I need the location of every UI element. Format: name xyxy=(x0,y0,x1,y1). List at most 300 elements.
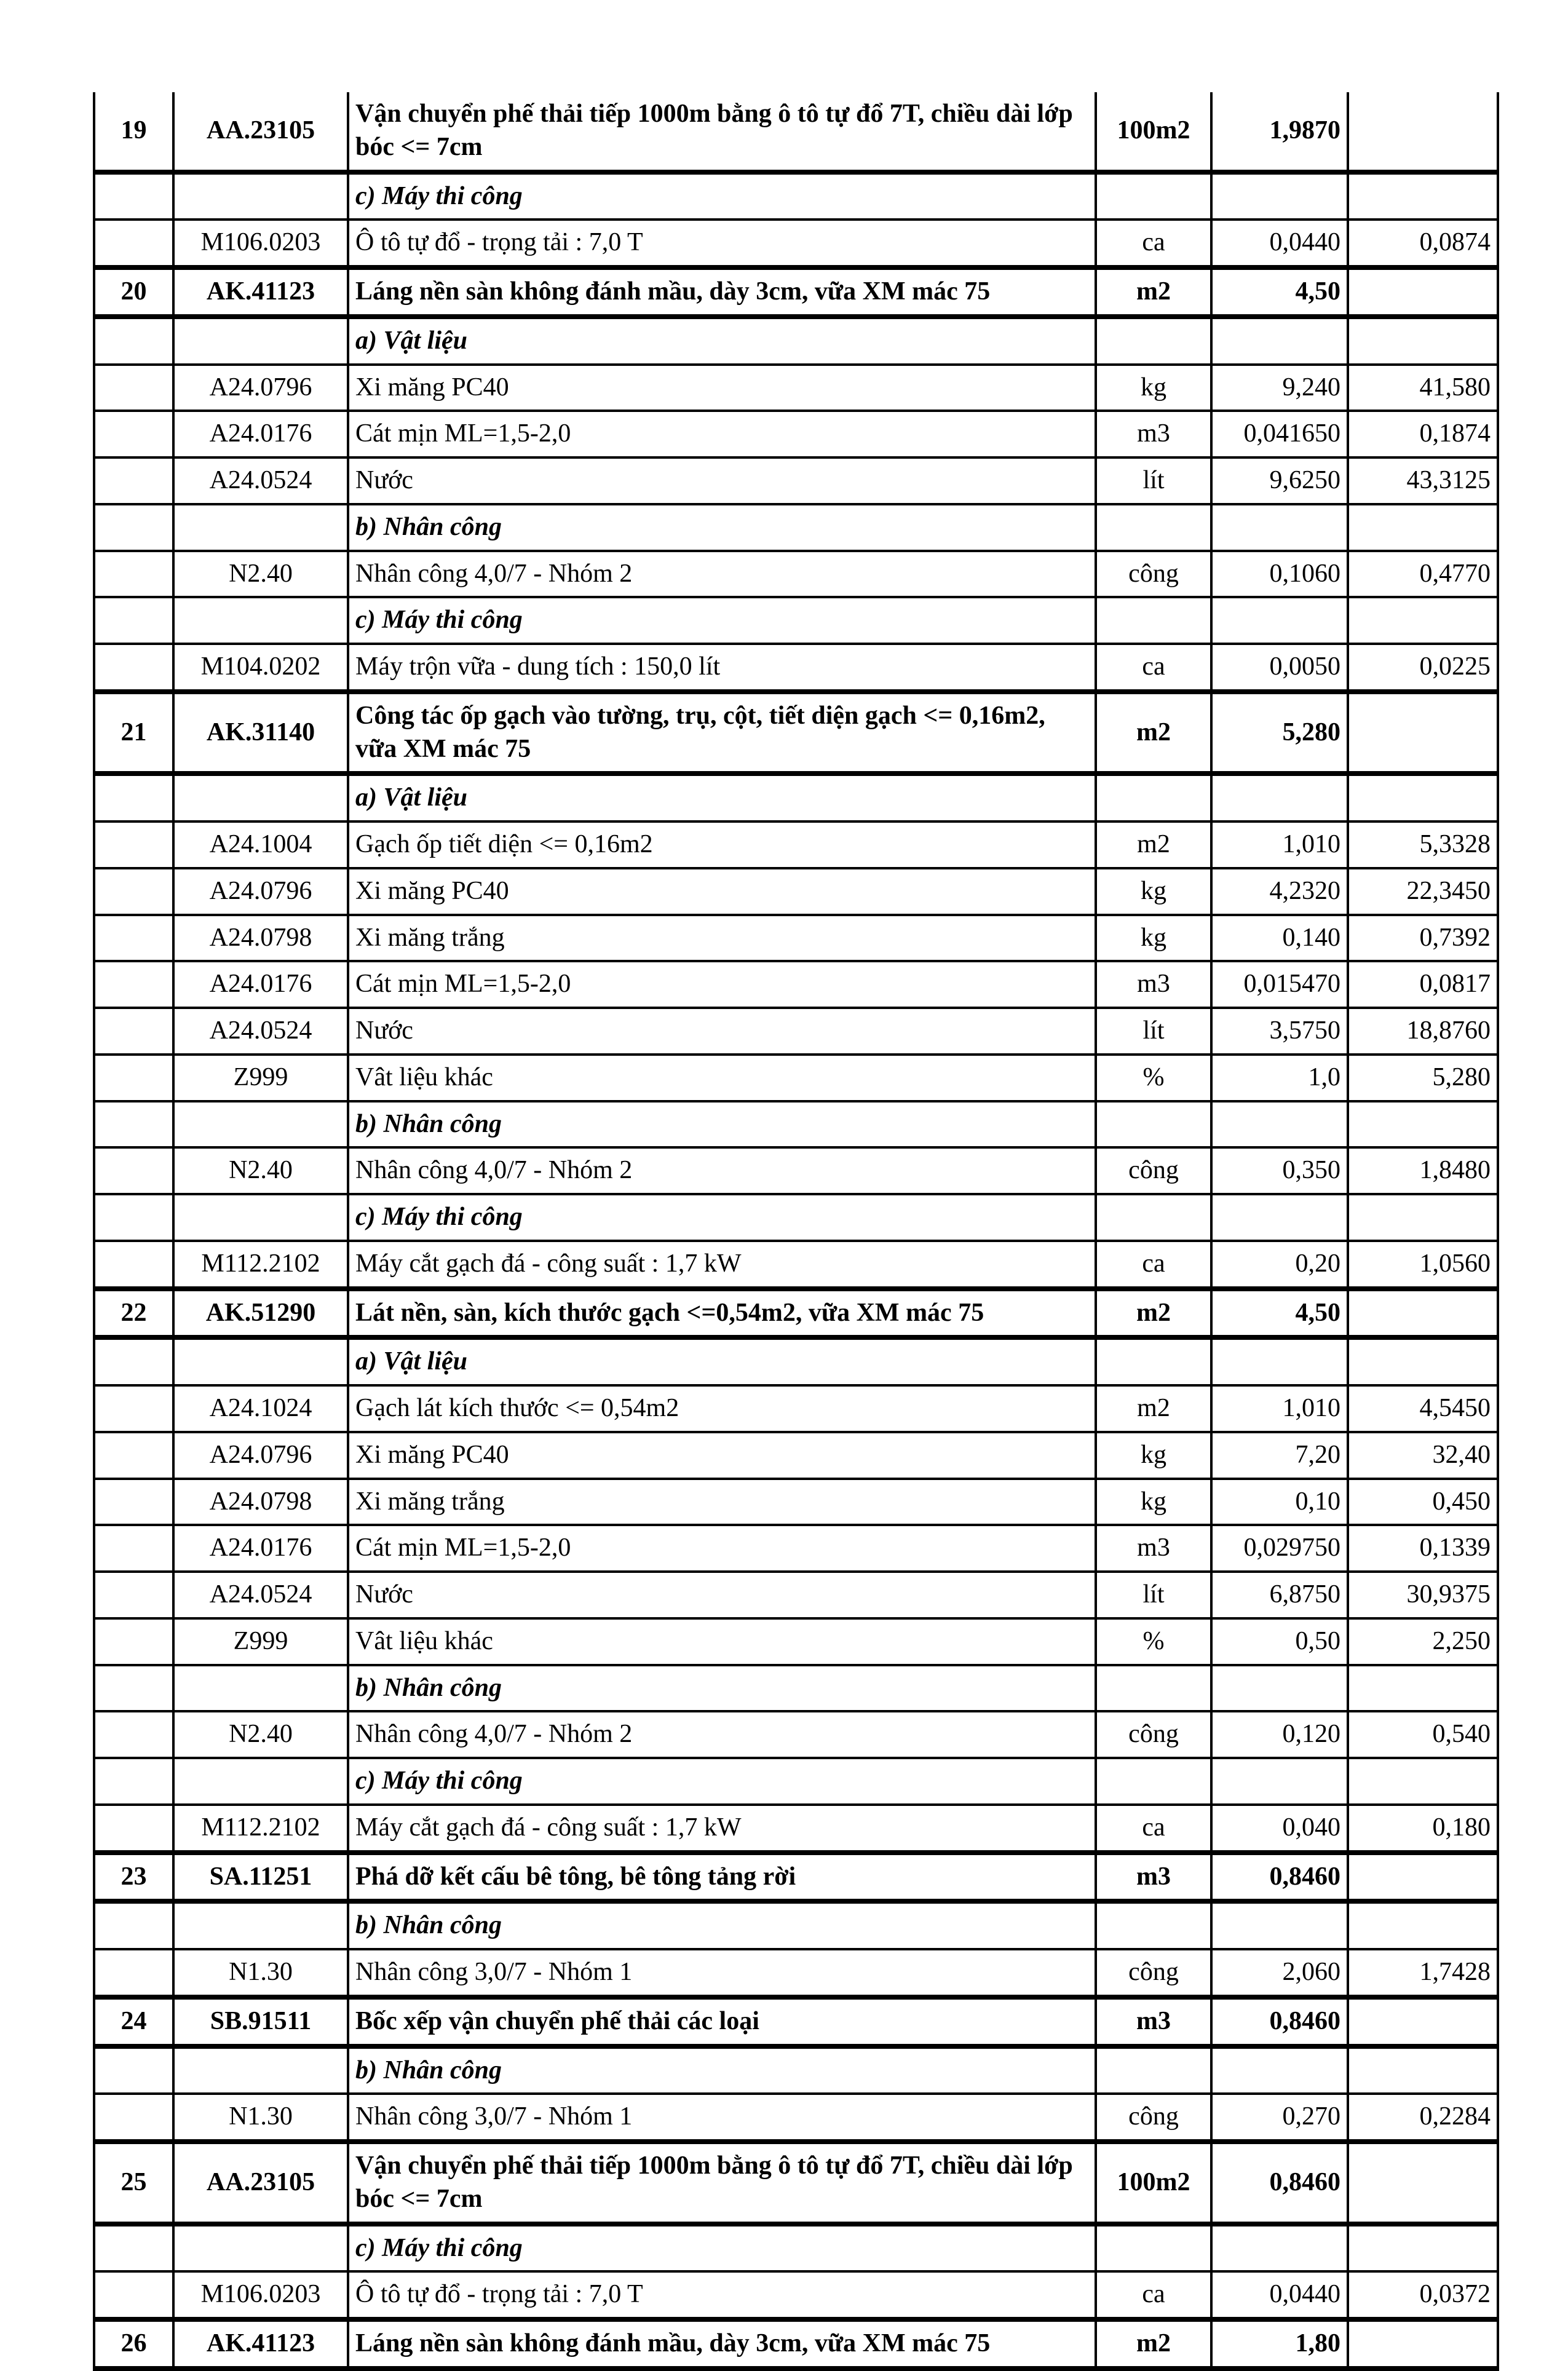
cell-desc: c) Máy thi công xyxy=(348,597,1096,644)
cell-desc: c) Máy thi công xyxy=(348,1758,1096,1805)
cell-unit: công xyxy=(1096,1711,1211,1758)
cell-stt xyxy=(94,2094,173,2142)
component-row xyxy=(94,365,1498,411)
component-row xyxy=(94,1805,1498,1853)
cell-desc: Máy trộn vữa - dung tích : 150,0 lít xyxy=(348,644,1096,692)
cell-desc: Cát mịn ML=1,5-2,0 xyxy=(348,961,1096,1008)
cell-stt xyxy=(94,2046,173,2094)
cell-unit: kg xyxy=(1096,1432,1211,1479)
cell-code: M112.2102 xyxy=(173,1241,348,1289)
cell-code: Z999 xyxy=(173,1618,348,1665)
cell-unit: ca xyxy=(1096,220,1211,267)
cell-amount xyxy=(1348,2319,1498,2369)
cell-qty: 3,5750 xyxy=(1211,1008,1348,1055)
cell-stt: 25 xyxy=(94,2142,173,2224)
cell-stt xyxy=(94,1525,173,1572)
cell-stt xyxy=(94,457,173,504)
cell-unit: m2 xyxy=(1096,267,1211,317)
cell-desc: Nước xyxy=(348,1572,1096,1618)
cell-unit: m3 xyxy=(1096,411,1211,457)
cell-unit: kg xyxy=(1096,915,1211,962)
component-row xyxy=(94,1432,1498,1479)
cell-unit xyxy=(1096,2224,1211,2272)
cell-stt xyxy=(94,1805,173,1853)
section-header-row xyxy=(94,1101,1498,1148)
cell-stt xyxy=(94,1008,173,1055)
component-row xyxy=(94,1147,1498,1194)
cell-stt xyxy=(94,172,173,220)
section-header-row xyxy=(94,1337,1498,1385)
cell-amount: 0,0225 xyxy=(1348,644,1498,692)
section-header-row xyxy=(94,1665,1498,1712)
cell-unit xyxy=(1096,1758,1211,1805)
cell-stt: 23 xyxy=(94,1853,173,1902)
component-row xyxy=(94,1711,1498,1758)
cell-unit xyxy=(1096,172,1211,220)
cell-amount: 43,3125 xyxy=(1348,457,1498,504)
cell-qty: 0,20 xyxy=(1211,1241,1348,1289)
cell-amount xyxy=(1348,172,1498,220)
cell-qty xyxy=(1211,2224,1348,2272)
cell-code: A24.1024 xyxy=(173,1385,348,1432)
cell-stt xyxy=(94,1479,173,1526)
cell-code: A24.0796 xyxy=(173,868,348,915)
cell-unit xyxy=(1096,597,1211,644)
cell-code: A24.0796 xyxy=(173,365,348,411)
cell-amount: 30,9375 xyxy=(1348,1572,1498,1618)
cell-unit: ca xyxy=(1096,1805,1211,1853)
cell-amount: 32,40 xyxy=(1348,1432,1498,1479)
cell-stt xyxy=(94,961,173,1008)
cell-qty xyxy=(1211,317,1348,365)
cell-qty xyxy=(1211,1665,1348,1712)
cell-amount: 0,1874 xyxy=(1348,411,1498,457)
section-header-row xyxy=(94,317,1498,365)
cell-amount xyxy=(1348,92,1498,172)
cell-stt xyxy=(94,1665,173,1712)
cell-qty: 0,0440 xyxy=(1211,220,1348,267)
cell-stt xyxy=(94,1101,173,1148)
cell-qty: 1,010 xyxy=(1211,821,1348,868)
cell-unit xyxy=(1096,2046,1211,2094)
cell-desc: b) Nhân công xyxy=(348,1901,1096,1949)
cell-stt xyxy=(94,1194,173,1241)
cell-amount xyxy=(1348,2046,1498,2094)
cell-qty: 0,8460 xyxy=(1211,1997,1348,2046)
cell-amount xyxy=(1348,1289,1498,1338)
cell-unit: công xyxy=(1096,1949,1211,1997)
cell-qty xyxy=(1211,1758,1348,1805)
cell-desc: Máy cắt gạch đá - công suất : 1,7 kW xyxy=(348,1241,1096,1289)
cell-desc: Bốc xếp vận chuyển phế thải các loại xyxy=(348,1997,1096,2046)
cell-stt xyxy=(94,1241,173,1289)
cell-amount xyxy=(1348,1665,1498,1712)
cell-desc: Gạch lát kích thước <= 0,54m2 xyxy=(348,1385,1096,1432)
cell-code: N1.30 xyxy=(173,1949,348,1997)
cell-qty: 0,041650 xyxy=(1211,411,1348,457)
section-header-row xyxy=(94,172,1498,220)
cell-desc: b) Nhân công xyxy=(348,1101,1096,1148)
cell-code xyxy=(173,2224,348,2272)
cell-unit xyxy=(1096,1901,1211,1949)
cell-unit xyxy=(1096,1337,1211,1385)
cell-unit: kg xyxy=(1096,868,1211,915)
cell-qty xyxy=(1211,1101,1348,1148)
cell-amount: 0,180 xyxy=(1348,1805,1498,1853)
cell-unit xyxy=(1096,504,1211,551)
cell-amount xyxy=(1348,1337,1498,1385)
cell-unit: m2 xyxy=(1096,1385,1211,1432)
cell-code xyxy=(173,1101,348,1148)
cell-code: A24.1004 xyxy=(173,821,348,868)
cell-desc: Vận chuyển phế thải tiếp 1000m bằng ô tô tự đổ 7T, chiều dài lớp bóc <= 7cm xyxy=(348,92,1096,172)
cell-amount xyxy=(1348,597,1498,644)
cell-qty: 0,10 xyxy=(1211,1479,1348,1526)
cell-stt xyxy=(94,551,173,598)
cell-code xyxy=(173,1194,348,1241)
section-header-row xyxy=(94,774,1498,821)
cell-desc: b) Nhân công xyxy=(348,1665,1096,1712)
cell-code: N1.30 xyxy=(173,2094,348,2142)
cell-unit xyxy=(1096,774,1211,821)
cell-unit: lít xyxy=(1096,457,1211,504)
cell-code: AK.41123 xyxy=(173,2319,348,2369)
cell-desc: Máy cắt gạch đá - công suất : 1,7 kW xyxy=(348,1805,1096,1853)
cell-unit: % xyxy=(1096,1055,1211,1101)
cell-amount: 0,450 xyxy=(1348,1479,1498,1526)
component-row xyxy=(94,644,1498,692)
cost-table-body xyxy=(94,92,1498,2369)
cell-stt xyxy=(94,1432,173,1479)
cell-amount: 22,3450 xyxy=(1348,868,1498,915)
cell-amount xyxy=(1348,2224,1498,2272)
cell-unit: m3 xyxy=(1096,1525,1211,1572)
cell-amount: 0,2284 xyxy=(1348,2094,1498,2142)
cell-unit: lít xyxy=(1096,1572,1211,1618)
cell-stt xyxy=(94,504,173,551)
cell-stt xyxy=(94,2271,173,2319)
cell-unit: % xyxy=(1096,1618,1211,1665)
cell-unit: m2 xyxy=(1096,1289,1211,1338)
cell-desc: Xi măng PC40 xyxy=(348,868,1096,915)
cell-stt xyxy=(94,821,173,868)
component-row xyxy=(94,915,1498,962)
cell-unit: m2 xyxy=(1096,2319,1211,2369)
cell-qty: 7,20 xyxy=(1211,1432,1348,1479)
cell-code: A24.0176 xyxy=(173,1525,348,1572)
cell-desc: Vât liệu khác xyxy=(348,1618,1096,1665)
cell-unit: m3 xyxy=(1096,1853,1211,1902)
cell-desc: a) Vật liệu xyxy=(348,317,1096,365)
cell-code: M106.0203 xyxy=(173,2271,348,2319)
section-header-row xyxy=(94,504,1498,551)
component-row xyxy=(94,1479,1498,1526)
cell-desc: Lát nền, sàn, kích thước gạch <=0,54m2, vữa XM mác 75 xyxy=(348,1289,1096,1338)
cell-qty xyxy=(1211,2046,1348,2094)
item-row xyxy=(94,2319,1498,2369)
cell-code xyxy=(173,774,348,821)
cell-stt xyxy=(94,317,173,365)
cell-amount: 2,250 xyxy=(1348,1618,1498,1665)
cell-qty: 1,010 xyxy=(1211,1385,1348,1432)
cell-code: A24.0796 xyxy=(173,1432,348,1479)
cell-amount xyxy=(1348,1997,1498,2046)
cell-code xyxy=(173,1758,348,1805)
cell-qty xyxy=(1211,597,1348,644)
cell-amount xyxy=(1348,504,1498,551)
cell-desc: Vận chuyển phế thải tiếp 1000m bằng ô tô tự đổ 7T, chiều dài lớp bóc <= 7cm xyxy=(348,2142,1096,2224)
cell-unit: công xyxy=(1096,551,1211,598)
component-row xyxy=(94,1949,1498,1997)
cell-amount xyxy=(1348,692,1498,774)
cell-amount: 4,5450 xyxy=(1348,1385,1498,1432)
norm-table xyxy=(93,92,1499,2371)
cell-desc: Xi măng PC40 xyxy=(348,1432,1096,1479)
cell-qty: 4,50 xyxy=(1211,267,1348,317)
cell-amount xyxy=(1348,317,1498,365)
cell-amount xyxy=(1348,1194,1498,1241)
cell-code xyxy=(173,2046,348,2094)
cell-unit: 100m2 xyxy=(1096,92,1211,172)
cell-unit: 100m2 xyxy=(1096,2142,1211,2224)
cell-amount: 1,7428 xyxy=(1348,1949,1498,1997)
cell-stt xyxy=(94,915,173,962)
cell-desc: Nhân công 4,0/7 - Nhóm 2 xyxy=(348,551,1096,598)
cell-desc: Phá dỡ kết cấu bê tông, bê tông tảng rời xyxy=(348,1853,1096,1902)
cell-desc: b) Nhân công xyxy=(348,2046,1096,2094)
cell-desc: a) Vật liệu xyxy=(348,1337,1096,1385)
cell-code: AK.41123 xyxy=(173,267,348,317)
cell-amount: 0,0817 xyxy=(1348,961,1498,1008)
cell-unit xyxy=(1096,1194,1211,1241)
cell-stt xyxy=(94,1711,173,1758)
cell-code: A24.0176 xyxy=(173,411,348,457)
cell-qty xyxy=(1211,1901,1348,1949)
cell-qty: 0,8460 xyxy=(1211,1853,1348,1902)
component-row xyxy=(94,1525,1498,1572)
cell-code: A24.0798 xyxy=(173,915,348,962)
section-header-row xyxy=(94,1758,1498,1805)
cell-amount: 0,540 xyxy=(1348,1711,1498,1758)
section-header-row xyxy=(94,2046,1498,2094)
cell-qty xyxy=(1211,504,1348,551)
cell-stt xyxy=(94,1758,173,1805)
cell-unit: m3 xyxy=(1096,1997,1211,2046)
cell-code: A24.0524 xyxy=(173,457,348,504)
cell-code: M104.0202 xyxy=(173,644,348,692)
cell-desc: Ô tô tự đổ - trọng tải : 7,0 T xyxy=(348,2271,1096,2319)
cell-qty: 0,0050 xyxy=(1211,644,1348,692)
cell-amount xyxy=(1348,1101,1498,1148)
cell-stt: 26 xyxy=(94,2319,173,2369)
cell-code: M112.2102 xyxy=(173,1805,348,1853)
cell-desc: Nước xyxy=(348,1008,1096,1055)
cell-qty: 0,0440 xyxy=(1211,2271,1348,2319)
cell-unit xyxy=(1096,1101,1211,1148)
cell-amount: 0,0874 xyxy=(1348,220,1498,267)
cell-desc: Cát mịn ML=1,5-2,0 xyxy=(348,1525,1096,1572)
component-row xyxy=(94,1241,1498,1289)
cell-qty: 5,280 xyxy=(1211,692,1348,774)
cell-stt xyxy=(94,411,173,457)
cell-stt: 21 xyxy=(94,692,173,774)
cell-stt: 19 xyxy=(94,92,173,172)
cell-qty: 0,015470 xyxy=(1211,961,1348,1008)
cell-code xyxy=(173,172,348,220)
component-row xyxy=(94,1008,1498,1055)
cell-amount: 1,0560 xyxy=(1348,1241,1498,1289)
cell-code: AA.23105 xyxy=(173,2142,348,2224)
cell-qty xyxy=(1211,1337,1348,1385)
cell-desc: c) Máy thi công xyxy=(348,2224,1096,2272)
cell-unit xyxy=(1096,1665,1211,1712)
cell-qty: 0,270 xyxy=(1211,2094,1348,2142)
cell-desc: Xi măng PC40 xyxy=(348,365,1096,411)
cell-desc: Gạch ốp tiết diện <= 0,16m2 xyxy=(348,821,1096,868)
component-row xyxy=(94,2271,1498,2319)
cell-qty: 0,140 xyxy=(1211,915,1348,962)
cell-qty: 9,240 xyxy=(1211,365,1348,411)
cell-desc: Xi măng trắng xyxy=(348,915,1096,962)
cell-unit: m3 xyxy=(1096,961,1211,1008)
cell-stt xyxy=(94,774,173,821)
cell-code xyxy=(173,317,348,365)
cell-code xyxy=(173,1901,348,1949)
cell-qty: 4,2320 xyxy=(1211,868,1348,915)
component-row xyxy=(94,457,1498,504)
cell-unit: ca xyxy=(1096,1241,1211,1289)
item-row xyxy=(94,1853,1498,1902)
cell-unit: ca xyxy=(1096,644,1211,692)
cell-desc: Nhân công 3,0/7 - Nhóm 1 xyxy=(348,1949,1096,1997)
cell-unit xyxy=(1096,317,1211,365)
cell-desc: Cát mịn ML=1,5-2,0 xyxy=(348,411,1096,457)
cell-code: A24.0524 xyxy=(173,1008,348,1055)
cell-desc: Ô tô tự đổ - trọng tải : 7,0 T xyxy=(348,220,1096,267)
cell-amount: 5,280 xyxy=(1348,1055,1498,1101)
cell-code: AA.23105 xyxy=(173,92,348,172)
cell-code: A24.0524 xyxy=(173,1572,348,1618)
cell-code: SB.91511 xyxy=(173,1997,348,2046)
component-row xyxy=(94,411,1498,457)
cell-stt xyxy=(94,1949,173,1997)
cell-qty: 1,0 xyxy=(1211,1055,1348,1101)
cell-stt xyxy=(94,2224,173,2272)
item-row xyxy=(94,1289,1498,1338)
cell-qty: 0,8460 xyxy=(1211,2142,1348,2224)
cell-code xyxy=(173,1665,348,1712)
cell-qty: 0,350 xyxy=(1211,1147,1348,1194)
cell-desc: Láng nền sàn không đánh mầu, dày 3cm, vữa XM mác 75 xyxy=(348,2319,1096,2369)
cell-qty: 0,1060 xyxy=(1211,551,1348,598)
cell-unit: công xyxy=(1096,1147,1211,1194)
cell-amount xyxy=(1348,1901,1498,1949)
cell-desc: a) Vật liệu xyxy=(348,774,1096,821)
cell-amount: 5,3328 xyxy=(1348,821,1498,868)
cell-amount xyxy=(1348,774,1498,821)
component-row xyxy=(94,1385,1498,1432)
section-header-row xyxy=(94,1901,1498,1949)
cell-code: AK.51290 xyxy=(173,1289,348,1338)
cell-desc: Vât liệu khác xyxy=(348,1055,1096,1101)
cell-amount xyxy=(1348,1758,1498,1805)
cell-amount xyxy=(1348,2142,1498,2224)
component-row xyxy=(94,1618,1498,1665)
cell-code: SA.11251 xyxy=(173,1853,348,1902)
cell-qty: 0,50 xyxy=(1211,1618,1348,1665)
item-row xyxy=(94,267,1498,317)
cell-code xyxy=(173,597,348,644)
cell-qty xyxy=(1211,774,1348,821)
cell-code: N2.40 xyxy=(173,1711,348,1758)
item-row xyxy=(94,692,1498,774)
cell-stt xyxy=(94,868,173,915)
cell-amount: 0,1339 xyxy=(1348,1525,1498,1572)
cell-unit: m2 xyxy=(1096,692,1211,774)
cell-code: N2.40 xyxy=(173,551,348,598)
cell-amount xyxy=(1348,1853,1498,1902)
cell-stt xyxy=(94,365,173,411)
cell-desc: Nhân công 4,0/7 - Nhóm 2 xyxy=(348,1711,1096,1758)
cell-qty: 9,6250 xyxy=(1211,457,1348,504)
item-row xyxy=(94,2142,1498,2224)
cell-qty: 4,50 xyxy=(1211,1289,1348,1338)
cell-qty xyxy=(1211,1194,1348,1241)
component-row xyxy=(94,2094,1498,2142)
component-row xyxy=(94,551,1498,598)
cell-code xyxy=(173,504,348,551)
cell-qty: 6,8750 xyxy=(1211,1572,1348,1618)
cell-qty: 0,029750 xyxy=(1211,1525,1348,1572)
cell-stt xyxy=(94,1147,173,1194)
cell-qty: 0,120 xyxy=(1211,1711,1348,1758)
cell-amount: 0,4770 xyxy=(1348,551,1498,598)
cell-amount: 41,580 xyxy=(1348,365,1498,411)
cell-unit: công xyxy=(1096,2094,1211,2142)
component-row xyxy=(94,961,1498,1008)
cell-desc: Nước xyxy=(348,457,1096,504)
item-row xyxy=(94,1997,1498,2046)
cell-unit: ca xyxy=(1096,2271,1211,2319)
cell-qty: 0,040 xyxy=(1211,1805,1348,1853)
cell-amount xyxy=(1348,267,1498,317)
cell-code: A24.0176 xyxy=(173,961,348,1008)
cell-stt: 22 xyxy=(94,1289,173,1338)
cell-stt xyxy=(94,1385,173,1432)
cell-desc: Nhân công 3,0/7 - Nhóm 1 xyxy=(348,2094,1096,2142)
cell-stt: 24 xyxy=(94,1997,173,2046)
cell-desc: c) Máy thi công xyxy=(348,172,1096,220)
cell-qty xyxy=(1211,172,1348,220)
section-header-row xyxy=(94,2224,1498,2272)
cell-desc: c) Máy thi công xyxy=(348,1194,1096,1241)
cell-desc: Nhân công 4,0/7 - Nhóm 2 xyxy=(348,1147,1096,1194)
cell-stt xyxy=(94,644,173,692)
cell-code xyxy=(173,1337,348,1385)
component-row xyxy=(94,821,1498,868)
cell-amount: 18,8760 xyxy=(1348,1008,1498,1055)
cell-unit: kg xyxy=(1096,365,1211,411)
cell-stt xyxy=(94,1572,173,1618)
section-header-row xyxy=(94,597,1498,644)
section-header-row xyxy=(94,1194,1498,1241)
cell-code: A24.0798 xyxy=(173,1479,348,1526)
cell-unit: kg xyxy=(1096,1479,1211,1526)
cell-amount: 1,8480 xyxy=(1348,1147,1498,1194)
cell-code: Z999 xyxy=(173,1055,348,1101)
item-row xyxy=(94,92,1498,172)
cell-qty: 2,060 xyxy=(1211,1949,1348,1997)
